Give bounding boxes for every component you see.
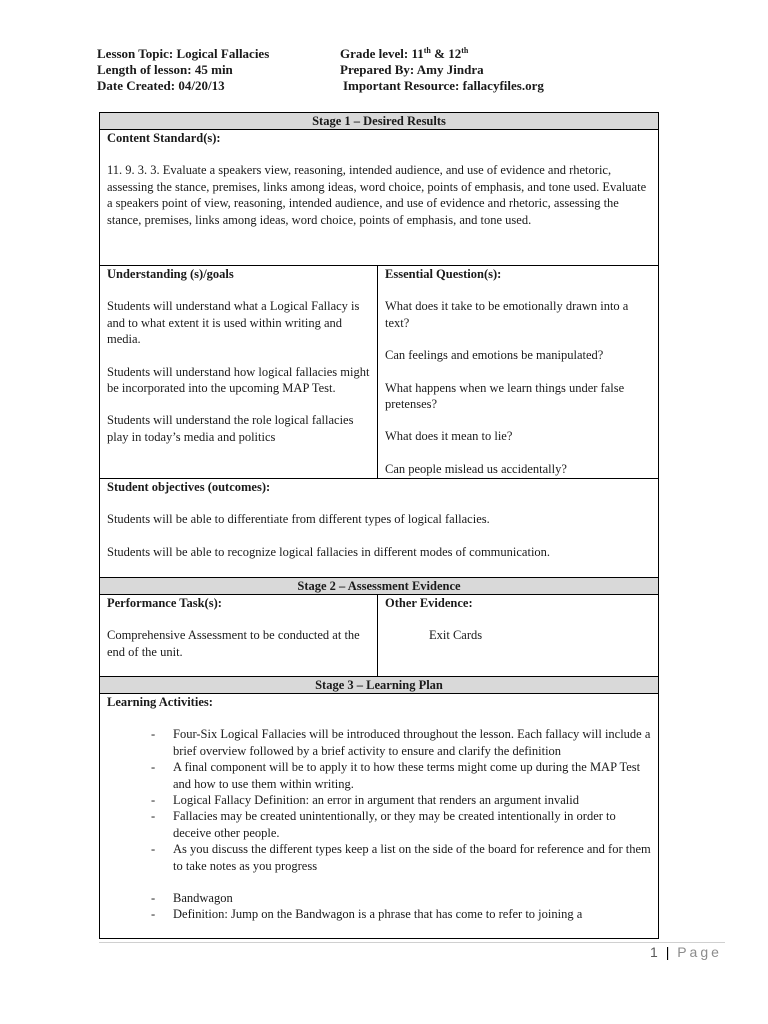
performance-heading: Performance Task(s):	[107, 596, 222, 610]
page-footer	[650, 944, 722, 960]
stage2-title: Stage 2 – Assessment Evidence	[100, 578, 658, 595]
objectives-cell	[100, 479, 658, 578]
essential-questions-cell	[378, 266, 658, 478]
objectives-heading: Student objectives (outcomes):	[107, 480, 271, 494]
activities-heading: Learning Activities:	[107, 695, 213, 709]
stage1-title: Stage 1 – Desired Results	[100, 113, 658, 130]
other-evidence-heading: Other Evidence:	[385, 596, 473, 610]
list-item: - Logical Fallacy Definition: an error in argument that renders an argument invalid	[151, 792, 651, 808]
learning-activities-cell	[100, 694, 658, 938]
bandwagon-list	[107, 890, 651, 923]
page-separator: |	[665, 944, 671, 960]
essential-question: What does it take to be emotionally drawn into a text?	[385, 299, 629, 330]
grade-level: Grade level: 11th & 12th	[340, 46, 469, 61]
header-left	[97, 46, 337, 94]
list-item: - As you discuss the different types keep a list on the side of the board for reference and for them to take notes as you progress	[151, 841, 651, 874]
essential-question: What does it mean to lie?	[385, 429, 513, 444]
performance-text: Comprehensive Assessment to be conducted at the end of the unit.	[107, 628, 360, 659]
content-standard-cell	[100, 130, 658, 266]
essential-question: What happens when we learn things under false pretenses?	[385, 380, 625, 412]
objective-item: Students will be able to differentiate from different types of logical fallacies.	[107, 512, 490, 527]
stage3-title: Stage 3 – Learning Plan	[100, 677, 658, 694]
understandings-cell	[100, 266, 378, 478]
lesson-length: Length of lesson: 45 min	[97, 62, 233, 77]
lesson-topic: Lesson Topic: Logical Fallacies	[97, 46, 270, 61]
essential-heading: Essential Question(s):	[385, 267, 502, 281]
understanding-item: Students will understand how logical fallacies might be incorporated into the upcoming MAP Test.	[107, 364, 370, 396]
date-created: Date Created: 04/20/13	[97, 78, 225, 93]
footer-divider	[99, 942, 725, 943]
performance-cell	[100, 595, 378, 676]
objective-item: Students will be able to recognize logical fallacies in different modes of communication.	[107, 544, 551, 559]
lesson-plan-table	[99, 112, 659, 939]
important-resource: Important Resource: fallacyfiles.org	[343, 78, 544, 93]
assessment-row	[100, 595, 658, 677]
header-right	[340, 46, 670, 94]
understandings-questions-row	[100, 266, 658, 479]
content-standard-text: 11. 9. 3. 3. Evaluate a speakers view, reasoning, intended audience, and use of evidence and rhetoric, assessing the stance, premises, links among ideas, word choice, points of emphasis, and tone used. Evaluate a speakers point of view, reasoning, intended audience, and use of evidence and rhetoric, assessing the stance, premises, links among ideas, word choice, points of emphasis, and tone used.	[107, 163, 647, 227]
other-evidence-cell	[378, 595, 658, 676]
understanding-heading: Understanding (s)/goals	[107, 267, 234, 281]
essential-question: Can people mislead us accidentally?	[385, 461, 567, 476]
prepared-by: Prepared By: Amy Jindra	[340, 62, 484, 77]
essential-question: Can feelings and emotions be manipulated?	[385, 348, 604, 363]
understanding-item: Students will understand the role logical fallacies play in today’s media and politics	[107, 413, 354, 444]
list-item: - Fallacies may be created unintentionally, or they may be created intentionally in order to deceive other people.	[151, 808, 651, 841]
list-item: - Four-Six Logical Fallacies will be introduced throughout the lesson. Each fallacy will include a brief overview followed by a brief activity to ensure and clarify the definition	[151, 726, 651, 759]
list-item: - Bandwagon	[151, 890, 651, 906]
understanding-item: Students will understand what a Logical Fallacy is and to what extent it is used within writing and media.	[107, 299, 360, 347]
page-number: 1	[650, 944, 659, 960]
other-evidence-text: Exit Cards	[429, 628, 483, 643]
page-word: Page	[677, 944, 722, 960]
content-standard-heading: Content Standard(s):	[107, 131, 221, 145]
list-item: - Definition: Jump on the Bandwagon is a phrase that has come to refer to joining a	[151, 906, 651, 922]
list-item: - A final component will be to apply it to how these terms might come up during the MAP Test and how to use them within writing.	[151, 759, 651, 792]
activities-list	[107, 726, 651, 874]
